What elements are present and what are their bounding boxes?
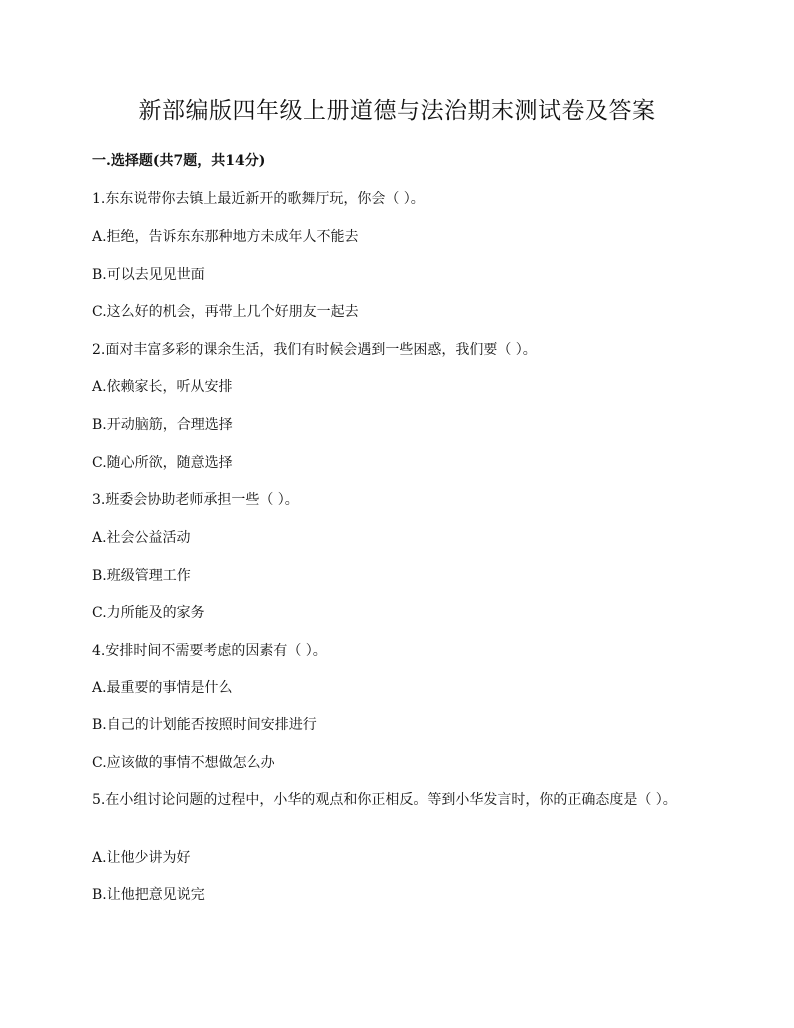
answer-option: B.让他把意见说完: [92, 887, 205, 903]
answer-option: A.最重要的事情是什么: [92, 680, 233, 696]
document-title: 新部编版四年级上册道德与法治期末测试卷及答案: [138, 98, 656, 124]
answer-option: C.应该做的事情不想做怎么办: [92, 755, 275, 771]
section-heading: 一.选择题(共7题，共14分): [92, 153, 266, 169]
answer-option: C.这么好的机会，再带上几个好朋友一起去: [92, 304, 359, 320]
question-stem: 3.班委会协助老师承担一些（ ）。: [92, 492, 299, 508]
answer-option: B.自己的计划能否按照时间安排进行: [92, 717, 317, 733]
answer-option: B.开动脑筋，合理选择: [92, 417, 233, 433]
question-stem: 4.安排时间不需要考虑的因素有（ ）。: [92, 643, 327, 659]
answer-option: C.随心所欲，随意选择: [92, 455, 233, 471]
answer-option: A.拒绝，告诉东东那种地方未成年人不能去: [92, 229, 359, 245]
answer-option: A.让他少讲为好: [92, 850, 191, 866]
answer-option: B.可以去见见世面: [92, 267, 205, 283]
question-stem: 1.东东说带你去镇上最近新开的歌舞厅玩，你会（ ）。: [92, 191, 425, 207]
answer-option: C.力所能及的家务: [92, 605, 205, 621]
answer-option: B.班级管理工作: [92, 568, 191, 584]
question-stem: 2.面对丰富多彩的课余生活，我们有时候会遇到一些困惑，我们要（ ）。: [92, 342, 537, 358]
answer-option: A.社会公益活动: [92, 530, 191, 546]
question-stem: 5.在小组讨论问题的过程中，小华的观点和你正相反。等到小华发言时，你的正确态度是（ ）。: [92, 792, 677, 808]
answer-option: A.依赖家长，听从安排: [92, 379, 233, 395]
